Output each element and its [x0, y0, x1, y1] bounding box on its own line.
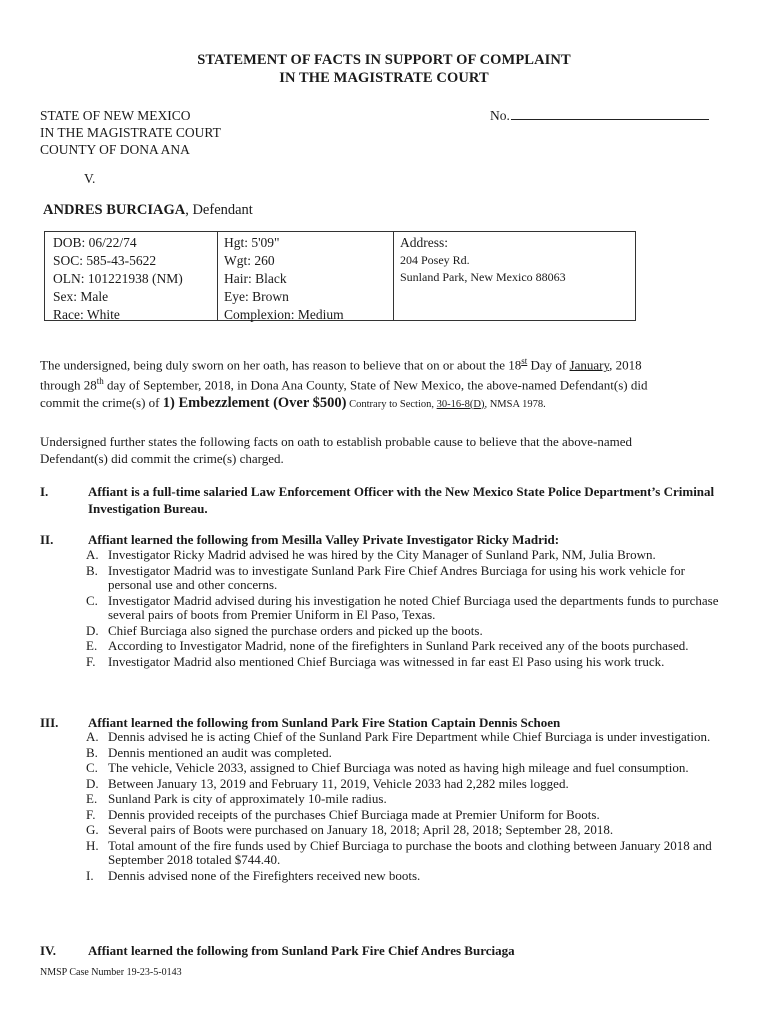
soc-field: SOC: 585-43-5622	[53, 253, 157, 268]
crime-charged: 1) Embezzlement (Over $500)	[162, 394, 347, 411]
height-field: Hgt: 5'09"	[224, 235, 280, 250]
item-text: Investigator Madrid was to investigate Sunland Park Fire Chief Andres Burciaga for using his work vehicle for personal use and other concerns.	[108, 562, 685, 592]
item-text: Sunland Park is city of approximately 10-mile radius.	[108, 791, 387, 806]
complexion-field: Complexion: Medium	[224, 307, 344, 322]
item-letter: F.	[86, 806, 96, 822]
statute-suffix: , NMSA 1978.	[484, 398, 546, 410]
list-item	[86, 761, 726, 776]
item-text: The vehicle, Vehicle 2033, assigned to Chief Burciaga was noted as having high mileage and fuel consumption.	[108, 760, 689, 775]
physical-description	[218, 232, 394, 320]
statute-section: 30-16-8(D)	[436, 398, 485, 410]
court-line: IN THE MAGISTRATE COURT	[40, 125, 221, 140]
address-block	[394, 232, 635, 320]
weight-field: Wgt: 260	[224, 253, 275, 268]
case-number-field	[490, 107, 709, 124]
item-text: Between January 13, 2019 and February 11, 2019, Vehicle 2033 had 2,282 miles logged.	[108, 775, 569, 791]
item-text: Dennis provided receipts of the purchases Chief Burciaga made at Premier Uniform for Boots.	[108, 806, 600, 822]
section-iii-list	[86, 730, 726, 884]
court-line: STATE OF NEW MEXICO	[40, 108, 191, 123]
ordinal-suffix: th	[96, 376, 104, 387]
list-item	[86, 777, 726, 792]
case-number-footer: NMSP Case Number 19-23-5-0143	[40, 967, 182, 978]
eye-field: Eye: Brown	[224, 289, 289, 304]
dob-field: DOB: 06/22/74	[53, 235, 137, 250]
document-subtitle: IN THE MAGISTRATE COURT	[279, 70, 489, 86]
oln-field: OLN: 101221938 (NM)	[53, 271, 183, 286]
item-text: Investigator Madrid also mentioned Chief Burciaga was witnessed in far east El Paso using his work truck.	[108, 653, 665, 669]
item-text: Dennis advised he is acting Chief of the Sunland Park Fire Department while Chief Burciaga is under investigation.	[108, 729, 711, 744]
case-number-label: No.	[490, 108, 510, 123]
list-item	[86, 594, 726, 623]
oath-text: The undersigned, being duly sworn on her oath, has reason to believe that on or about the 18	[40, 357, 522, 373]
item-letter: H.	[86, 837, 99, 853]
section-number: IV.	[40, 943, 57, 958]
oath-text: Day of	[527, 357, 570, 373]
statute-label: Contrary to Section,	[346, 398, 437, 410]
identifiers-table	[44, 231, 636, 321]
oath-text: , 2018	[609, 357, 642, 373]
court-caption	[40, 107, 221, 158]
item-letter: A.	[86, 729, 99, 744]
oath-text: day of September, 2018, in Dona Ana County, State of New Mexico, the above-named Defendant(s) did	[103, 377, 648, 393]
list-item	[86, 548, 726, 563]
item-text: Dennis mentioned an audit was completed.	[108, 744, 332, 760]
sex-field: Sex: Male	[53, 289, 109, 304]
list-item	[86, 792, 726, 807]
list-item	[86, 639, 726, 654]
personal-identifiers	[45, 232, 218, 320]
oath-line	[40, 353, 730, 373]
item-letter: A.	[86, 547, 99, 562]
item-letter: G.	[86, 822, 99, 837]
court-line: COUNTY OF DONA ANA	[40, 142, 190, 157]
item-letter: E.	[86, 791, 98, 806]
oath-line	[40, 373, 730, 393]
list-item	[86, 808, 726, 823]
item-letter: D.	[86, 775, 99, 791]
versus-label: V.	[84, 171, 96, 186]
item-text: Investigator Madrid advised during his investigation he noted Chief Burciaga used the departments funds to purchase several pairs of boots from Premier Uniform in El Paso, Texas.	[108, 592, 719, 622]
address-city: Sunland Park, New Mexico 88063	[400, 270, 566, 284]
list-item	[86, 564, 726, 593]
section-heading-text: Affiant learned the following from Mesilla Valley Private Investigator Ricky Madrid:	[88, 532, 560, 547]
section-number: III.	[40, 715, 59, 730]
section-heading-text: Affiant is a full-time salaried Law Enforcement Officer with the New Mexico State Police Department’s Criminal Investigation Bureau.	[88, 484, 715, 516]
race-field: Race: White	[53, 307, 120, 322]
item-letter: F.	[86, 653, 96, 669]
list-item	[86, 823, 726, 838]
oath-paragraph	[40, 353, 730, 413]
oath-text: through 28	[40, 377, 97, 393]
list-item	[86, 746, 726, 761]
item-text: Several pairs of Boots were purchased on January 18, 2018; April 28, 2018; September 28, 2018.	[108, 822, 614, 837]
address-street: 204 Posey Rd.	[400, 253, 470, 267]
defendant-name: ANDRES BURCIAGA	[43, 202, 186, 218]
list-item	[86, 624, 726, 639]
probable-cause-paragraph	[40, 433, 730, 467]
defendant-line	[43, 202, 253, 219]
item-text: Dennis advised none of the Firefighters received new boots.	[108, 867, 421, 883]
defendant-suffix: , Defendant	[185, 202, 253, 218]
section-number: II.	[40, 532, 54, 547]
probable-cause-line: Defendant(s) did commit the crime(s) charged.	[40, 451, 284, 466]
item-letter: B.	[86, 562, 98, 578]
list-item	[86, 869, 726, 884]
section-heading-text: Affiant learned the following from Sunland Park Fire Chief Andres Burciaga	[88, 943, 515, 958]
item-letter: D.	[86, 622, 99, 638]
oath-text: commit the crime(s) of	[40, 394, 163, 410]
document-title: STATEMENT OF FACTS IN SUPPORT OF COMPLAINT	[197, 52, 571, 68]
item-letter: C.	[86, 760, 98, 775]
item-letter: I.	[86, 867, 94, 883]
item-text: Chief Burciaga also signed the purchase orders and picked up the boots.	[108, 622, 483, 638]
item-text: Investigator Ricky Madrid advised he was hired by the City Manager of Sunland Park, NM, Julia Brown.	[108, 547, 656, 562]
list-item	[86, 839, 726, 868]
address-label: Address:	[400, 235, 448, 250]
ordinal-suffix: st	[521, 356, 528, 366]
oath-line	[40, 394, 730, 413]
item-text: According to Investigator Madrid, none of the firefighters in Sunland Park received any of the boots purchased.	[108, 638, 689, 653]
item-text: Total amount of the fire funds used by Chief Burciaga to purchase the boots and clothing between January 2018 and September 2018 totaled $744.40.	[108, 837, 712, 867]
item-letter: E.	[86, 638, 98, 653]
list-item	[86, 730, 726, 745]
probable-cause-line: Undersigned further states the following facts on oath to establish probable cause to believe that the above-named	[40, 434, 633, 449]
item-letter: B.	[86, 744, 98, 760]
item-letter: C.	[86, 592, 98, 608]
list-item	[86, 655, 726, 670]
section-heading-text: Affiant learned the following from Sunland Park Fire Station Captain Dennis Schoen	[88, 715, 561, 730]
section-number: I.	[40, 484, 49, 499]
case-number-blank	[511, 107, 709, 120]
hair-field: Hair: Black	[224, 271, 287, 286]
start-month: January	[569, 357, 610, 373]
section-ii-list	[86, 548, 726, 670]
